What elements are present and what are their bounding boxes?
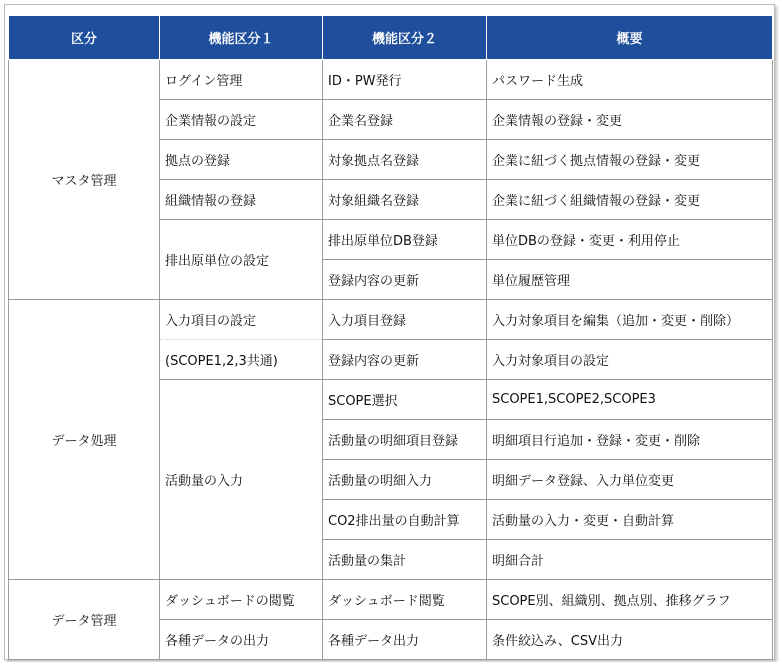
overview-cell: SCOPE1,SCOPE2,SCOPE3 bbox=[487, 380, 773, 420]
function-2-cell: ID・PW発行 bbox=[323, 60, 487, 100]
function-1-cell: 拠点の登録 bbox=[160, 140, 323, 180]
header-function-1: 機能区分１ bbox=[160, 16, 323, 60]
overview-cell: SCOPE別、組織別、拠点別、推移グラフ bbox=[487, 580, 773, 620]
function-2-cell: 活動量の明細項目登録 bbox=[323, 420, 487, 460]
overview-cell: パスワード生成 bbox=[487, 60, 773, 100]
table-header-row bbox=[9, 16, 773, 60]
table-row bbox=[9, 300, 773, 340]
function-2-cell: SCOPE選択 bbox=[323, 380, 487, 420]
header-function-2: 機能区分２ bbox=[323, 16, 487, 60]
table-row bbox=[9, 580, 773, 620]
function-2-cell: 登録内容の更新 bbox=[323, 340, 487, 380]
overview-cell: 入力対象項目の設定 bbox=[487, 340, 773, 380]
table-frame bbox=[4, 4, 775, 660]
function-1-cell: 活動量の入力 bbox=[160, 380, 323, 580]
function-2-cell: 企業名登録 bbox=[323, 100, 487, 140]
function-2-cell: 対象組織名登録 bbox=[323, 180, 487, 220]
header-category: 区分 bbox=[9, 16, 160, 60]
function-table bbox=[8, 15, 773, 660]
function-1-cell: 企業情報の設定 bbox=[160, 100, 323, 140]
overview-cell: 企業に紐づく拠点情報の登録・変更 bbox=[487, 140, 773, 180]
group-data-processing: データ処理 bbox=[9, 300, 160, 580]
overview-cell: 入力対象項目を編集（追加・変更・削除） bbox=[487, 300, 773, 340]
function-2-cell: 排出原単位DB登録 bbox=[323, 220, 487, 260]
function-2-cell: 活動量の集計 bbox=[323, 540, 487, 580]
function-2-cell: 入力項目登録 bbox=[323, 300, 487, 340]
group-data-management: データ管理 bbox=[9, 580, 160, 660]
overview-cell: 企業に紐づく組織情報の登録・変更 bbox=[487, 180, 773, 220]
overview-cell: 条件絞込み、CSV出力 bbox=[487, 620, 773, 660]
function-1-cell: 組織情報の登録 bbox=[160, 180, 323, 220]
overview-cell: 明細合計 bbox=[487, 540, 773, 580]
overview-cell: 単位DBの登録・変更・利用停止 bbox=[487, 220, 773, 260]
group-master: マスタ管理 bbox=[9, 60, 160, 300]
function-1-cell: ダッシュボードの閲覧 bbox=[160, 580, 323, 620]
overview-cell: 活動量の入力・変更・自動計算 bbox=[487, 500, 773, 540]
header-overview: 概要 bbox=[487, 16, 773, 60]
function-2-cell: 活動量の明細入力 bbox=[323, 460, 487, 500]
table-row bbox=[9, 60, 773, 100]
function-1-cell: 排出原単位の設定 bbox=[160, 220, 323, 300]
overview-cell: 明細データ登録、入力単位変更 bbox=[487, 460, 773, 500]
overview-cell: 企業情報の登録・変更 bbox=[487, 100, 773, 140]
overview-cell: 単位履歴管理 bbox=[487, 260, 773, 300]
function-2-cell: CO2排出量の自動計算 bbox=[323, 500, 487, 540]
overview-cell: 明細項目行追加・登録・変更・削除 bbox=[487, 420, 773, 460]
function-1-cell: 入力項目の設定 bbox=[160, 300, 323, 340]
function-2-cell: ダッシュボード閲覧 bbox=[323, 580, 487, 620]
function-2-cell: 対象拠点名登録 bbox=[323, 140, 487, 180]
function-1-cell: ログイン管理 bbox=[160, 60, 323, 100]
function-1-cell: 各種データの出力 bbox=[160, 620, 323, 660]
function-1-cell: (SCOPE1,2,3共通) bbox=[160, 340, 323, 380]
function-2-cell: 登録内容の更新 bbox=[323, 260, 487, 300]
function-2-cell: 各種データ出力 bbox=[323, 620, 487, 660]
